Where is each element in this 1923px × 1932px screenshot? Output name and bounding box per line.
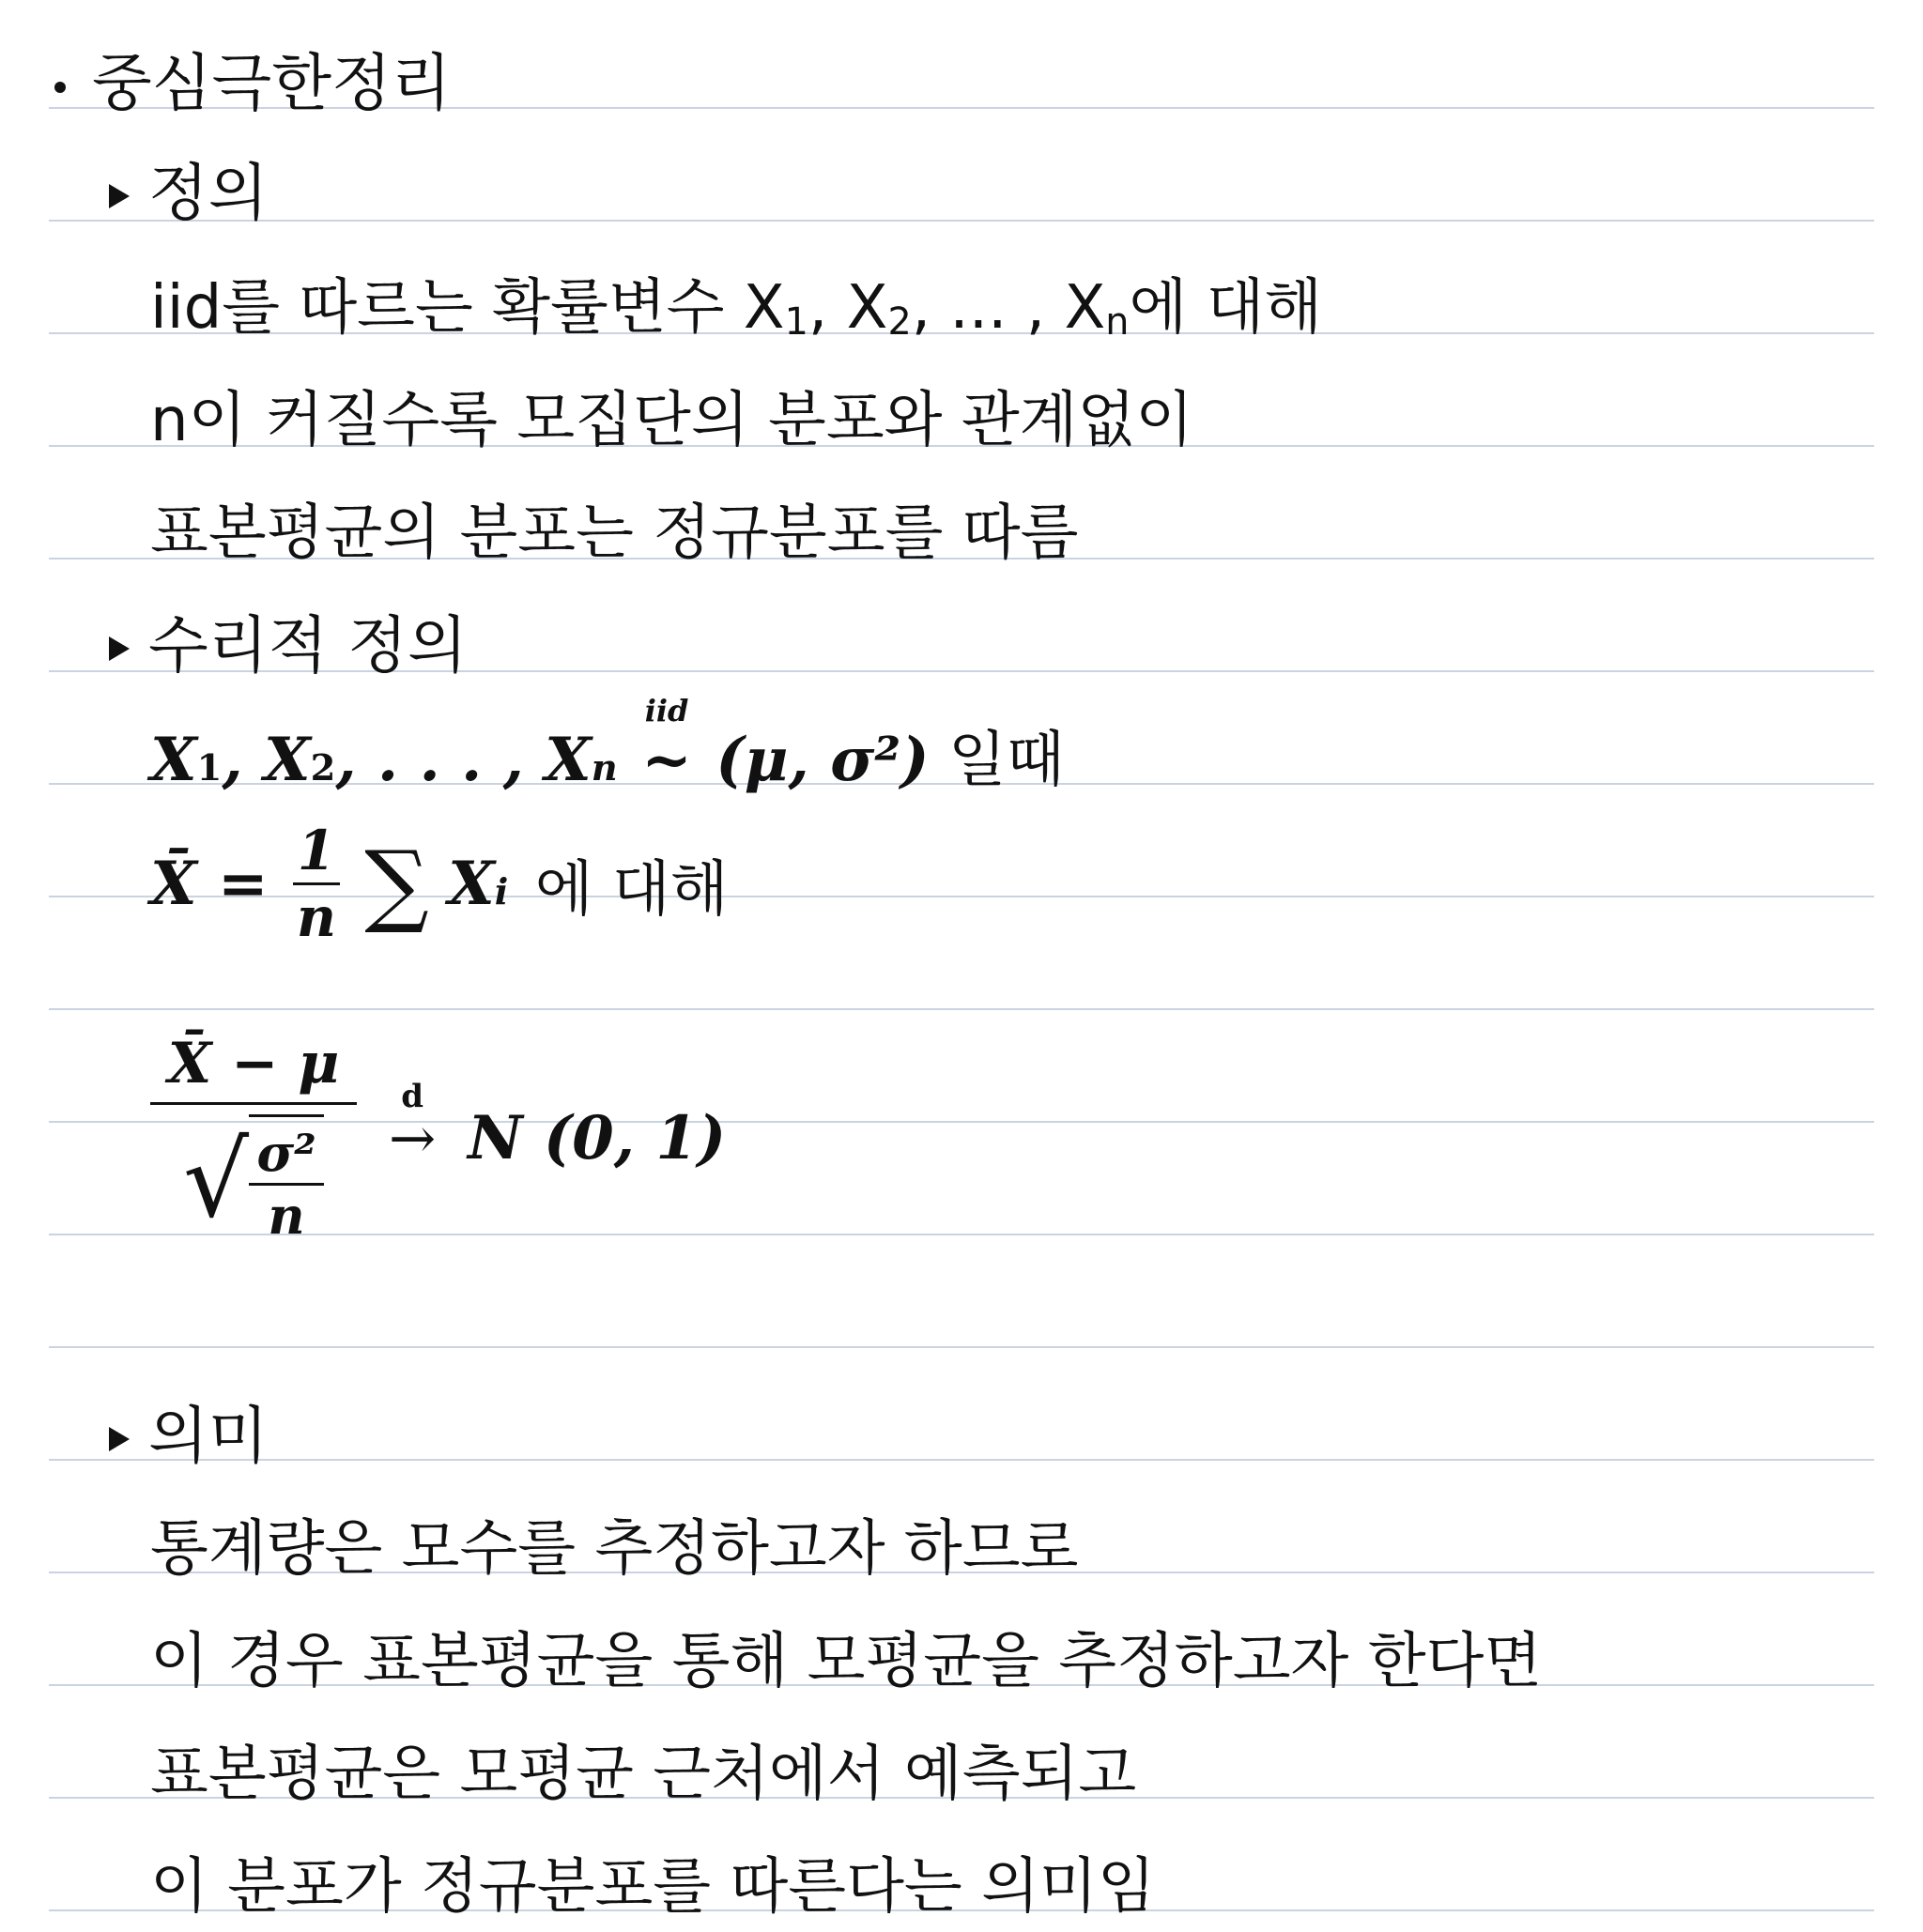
triangle-bullet-icon [109, 636, 130, 661]
equation-iid [150, 693, 1065, 798]
definition-line-1-suffix: 에 대해 [1129, 273, 1323, 343]
definition-line-3: 표본평균의 분포는 정규분포를 따름 [150, 498, 1079, 568]
eq2-denominator: n [296, 885, 336, 949]
definition-line-1-sep: , X [808, 273, 888, 343]
page-title: 중심극한정리 [92, 47, 452, 119]
math-definition-heading: 수리적 정의 [148, 609, 468, 682]
eq2-fraction [293, 819, 340, 949]
equation-clt [150, 1031, 726, 1246]
eq3-denominator [150, 1105, 357, 1246]
eq3-arrow-label: d [401, 1077, 423, 1115]
definition-heading: 정의 [148, 157, 269, 229]
eq1-suffix: 일때 [947, 726, 1065, 795]
xn-subscript: n [1105, 300, 1130, 345]
definition-line-1-ellipsis: , ... , X [911, 273, 1106, 343]
meaning-line-4: 이 분포가 정규분포를 따른다는 의미임 [150, 1852, 1156, 1922]
definition-line-1 [150, 273, 1323, 345]
eq1-params: (μ, σ²) [715, 725, 930, 795]
definition-line-1-prefix: iid를 따르는 확률변수 X [150, 273, 785, 343]
meaning-line-3: 표본평균은 모평균 근처에서 예측되고 [150, 1740, 1137, 1809]
meaning-line-1: 통계량은 모수를 추정하고자 하므로 [150, 1514, 1079, 1584]
converges-arrow-icon: → [388, 1105, 437, 1172]
ruled-line [49, 1459, 1874, 1461]
meaning-heading: 의미 [148, 1400, 269, 1472]
triangle-bullet-icon [109, 184, 130, 208]
ruled-line [49, 1008, 1874, 1010]
bullet-dot-icon [54, 82, 66, 93]
definition-line-2: n이 커질수록 모집단의 분포와 관계없이 [150, 386, 1194, 455]
ruled-line [49, 220, 1874, 222]
sqrt-icon: √ [182, 1120, 250, 1240]
eq2-lhs: X̄ = [150, 849, 269, 919]
eq1-tilde: ~ [641, 725, 692, 795]
eq3-numerator: X̄ − μ [167, 1031, 340, 1096]
eq3-sigma: σ² [256, 1123, 316, 1183]
x1-subscript: 1 [784, 300, 808, 345]
eq1-x1: X1, X2, . . . , Xn [150, 725, 618, 795]
eq3-inner-fraction [249, 1114, 324, 1246]
meaning-line-2: 이 경우 표본평균을 통해 모평균을 추정하고자 한다면 [150, 1627, 1543, 1696]
eq2-var: Xi [448, 849, 509, 919]
eq2-suffix: 에 대해 [534, 854, 729, 925]
triangle-bullet-icon [109, 1427, 130, 1451]
ruled-line [49, 1346, 1874, 1348]
eq2-numerator: 1 [297, 819, 336, 882]
summation-icon: ∑ [364, 831, 429, 937]
eq3-rhs: N (0, 1) [468, 1103, 727, 1173]
eq3-fraction [150, 1031, 357, 1246]
x2-subscript: 2 [887, 300, 912, 345]
eq3-n: n [268, 1186, 305, 1246]
eq1-iid-label: iid [644, 693, 689, 728]
equation-sample-mean [150, 819, 729, 949]
